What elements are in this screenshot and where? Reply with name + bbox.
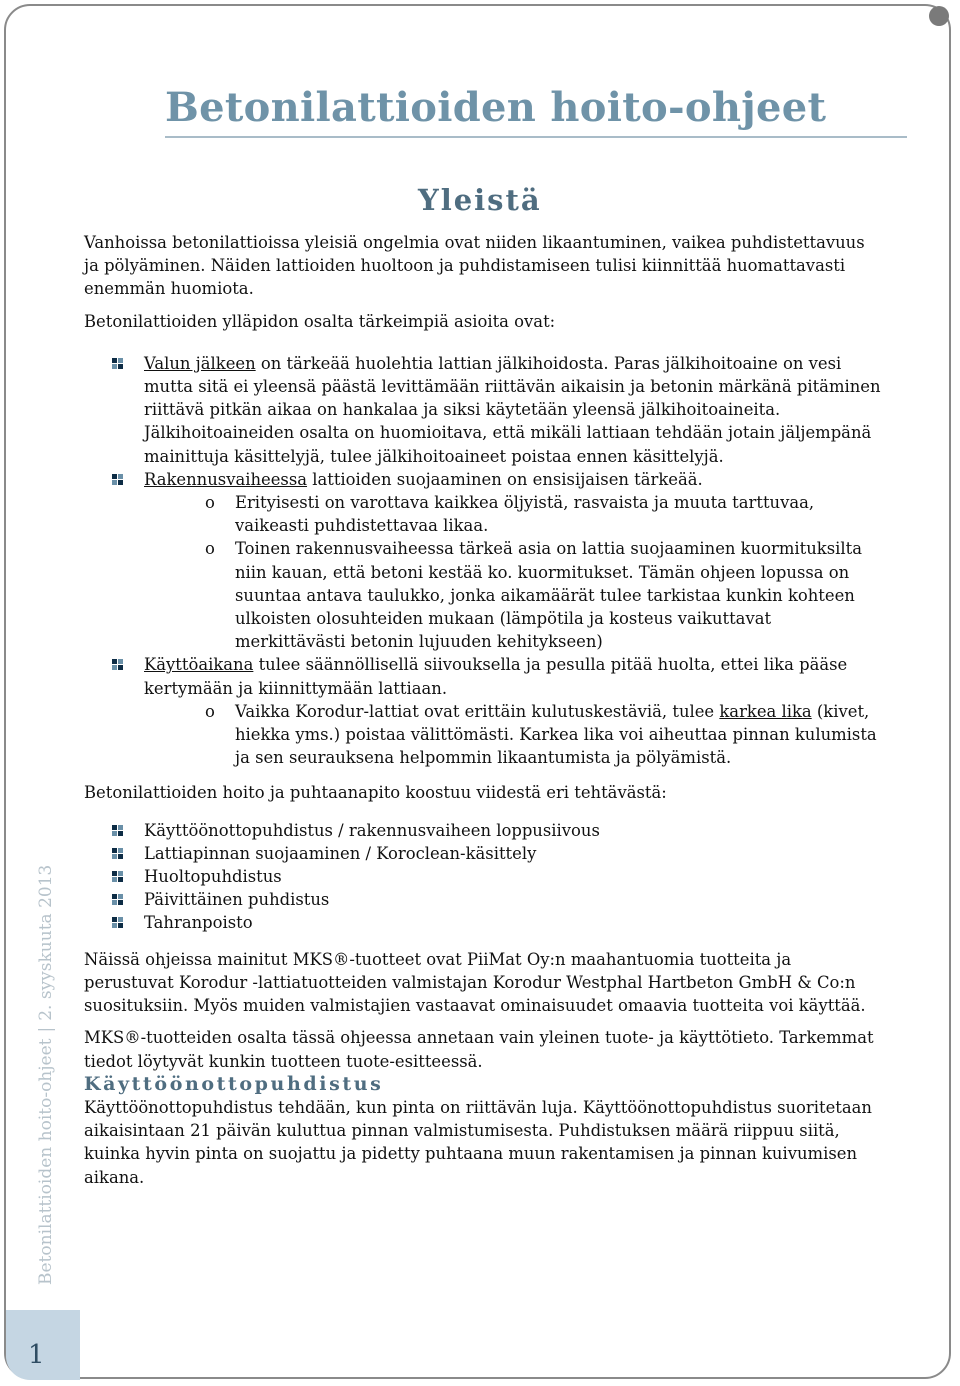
kayttoonotto-paragraph: Käyttöönottopuhdistus tehdään, kun pinta on riittävän luja. Käyttöönottopuhdistus suoritetaan aikaisintaan 21 päivän kuluttua pinnan valmistumisesta. Puhdistuksen määrä riippuu siitä, kuinka hyvin pinta on suojattu ja pidetty puhtaana muun rakentamisen ja pinnan kuivumisen aikana.	[84, 1097, 872, 1187]
bullet-keyword: Käyttöaikana	[144, 655, 254, 675]
sidebar-date: 2. syyskuuta 2013	[36, 864, 56, 1021]
document-body	[84, 231, 882, 1189]
list-item	[84, 352, 882, 468]
bullet-text: lattioiden suojaaminen on ensisijaisen tärkeää.	[307, 469, 703, 489]
bullet-square-icon	[112, 474, 123, 485]
task-label: Käyttöönottopuhdistus / rakennusvaiheen loppusiivous	[144, 820, 600, 840]
sub-bullet-marker: o	[205, 493, 215, 513]
task-label: Lattiapinnan suojaaminen / Koroclean-käsittely	[144, 843, 537, 863]
bullet-square-icon	[112, 825, 123, 836]
task-label: Huoltopuhdistus	[144, 867, 282, 887]
sub-bullet-text: (kivet, hiekka yms.) poistaa välittömästi. Karkea lika voi aiheuttaa pinnan kulumista ja sen seurauksena helpommin likaantumista ja pölyämistä.	[235, 701, 877, 768]
sub-bullet-text: Vaikka Korodur-lattiat ovat erittäin kulutuskestäviä, tulee	[235, 701, 720, 721]
tasks-list	[84, 819, 882, 935]
corner-decoration	[929, 6, 949, 26]
task-item	[84, 865, 882, 888]
section-heading-yleista: Yleistä	[418, 183, 542, 217]
task-label: Tahranpoisto	[144, 913, 253, 933]
sidebar-footer	[36, 865, 56, 1285]
list-item	[84, 653, 882, 699]
mks-info-paragraph: MKS®-tuotteiden osalta tässä ohjeessa annetaan vain yleinen tuote- ja käyttötieto. Tarkemmat tiedot löytyvät kunkin tuotteen tuote-esitteessä.	[84, 1028, 874, 1071]
list-item	[84, 468, 882, 491]
lead-paragraph: Betonilattioiden ylläpidon osalta tärkeimpiä asioita ovat:	[84, 311, 556, 331]
sub-bullet-text: Erityisesti on varottava kaikkea öljyistä, rasvaista ja muuta tarttuvaa, vaikeasti puhdistettavaa likaa.	[235, 493, 815, 536]
mks-paragraph: Näissä ohjeissa mainitut MKS®-tuotteet ovat PiiMat Oy:n maahantuomia tuotteita ja perustuvat Korodur -lattiatuotteiden valmistajan Korodur Westphal Hartbeton GmbH & Co:n suosituksiin. Myös muiden valmistajien vastaavat ominaisuudet omaavia tuotteita voi käyttää.	[84, 949, 866, 1016]
bullet-square-icon	[112, 659, 123, 670]
sub-bullet-keyword: karkea lika	[719, 701, 812, 721]
maintenance-list	[84, 352, 882, 770]
bullet-text: tulee säännöllisellä siivouksella ja pesulla pitää huolta, ettei lika pääse kertymään ja kiinnittymään lattiaan.	[144, 655, 848, 698]
page-title: Betonilattioiden hoito-ohjeet	[165, 84, 827, 131]
title-rule	[165, 136, 907, 138]
task-item	[84, 911, 882, 934]
bullet-square-icon	[112, 871, 123, 882]
bullet-square-icon	[112, 894, 123, 905]
bullet-square-icon	[112, 358, 123, 369]
sidebar-doc-name: Betonilattioiden hoito-ohjeet	[36, 1038, 56, 1285]
task-item	[84, 842, 882, 865]
sub-bullet-marker: o	[205, 539, 215, 559]
task-item	[84, 819, 882, 842]
intro-paragraph: Vanhoissa betonilattioissa yleisiä ongelmia ovat niiden likaantuminen, vaikea puhdistettavuus ja pölyäminen. Näiden lattioiden huoltoon ja puhdistamiseen tulisi kiinnittää huomattavasti enemmän huomiota.	[84, 233, 865, 299]
bullet-keyword: Rakennusvaiheessa	[144, 469, 308, 489]
tasks-lead-paragraph: Betonilattioiden hoito ja puhtaanapito koostuu viidestä eri tehtävästä:	[84, 783, 667, 803]
task-item	[84, 888, 882, 911]
section-heading-kayttoonotto: Käyttöönottopuhdistus	[84, 1072, 384, 1095]
bullet-square-icon	[112, 917, 123, 928]
task-label: Päivittäinen puhdistus	[144, 890, 330, 910]
sub-list-item	[84, 491, 882, 537]
sub-bullet-text: Toinen rakennusvaiheessa tärkeä asia on lattia suojaaminen kuormituksilta niin kauan, että betoni kestää ko. kuormitukset. Tämän ohjeen lopussa on suuntaa antava taulukko, jonka aikamäärät tulee tarkistaa kunkin kohteen ulkoisten olosuhteiden mukaan (lämpötila ja kosteus vaikuttavat merkittävästi betonin lujuuden kehitykseen)	[235, 539, 862, 652]
sub-list-item	[84, 700, 882, 770]
sub-list-item	[84, 537, 882, 653]
bullet-text: on tärkeää huolehtia lattian jälkihoidosta. Paras jälkihoitoaine on vesi mutta sitä ei yleensä päästä levittämään riittävän aikaisin ja betonin märkänä pitäminen riittävä pitkän aikaa on hankalaa ja siksi käytetään yleensä jälkihoitoaineita. Jälkihoitoaineiden osalta on huomioitava, että mikäli lattiaan tehdään jotain jäljempänä mainittuja käsittelyjä, tulee jälkihoitoaineet poistaa ennen käsittelyjä.	[144, 353, 881, 466]
bullet-square-icon	[112, 848, 123, 859]
sidebar-separator: |	[36, 1026, 56, 1033]
bullet-keyword: Valun jälkeen	[144, 353, 256, 373]
page-number: 1	[28, 1340, 45, 1370]
sub-bullet-marker: o	[205, 701, 215, 721]
